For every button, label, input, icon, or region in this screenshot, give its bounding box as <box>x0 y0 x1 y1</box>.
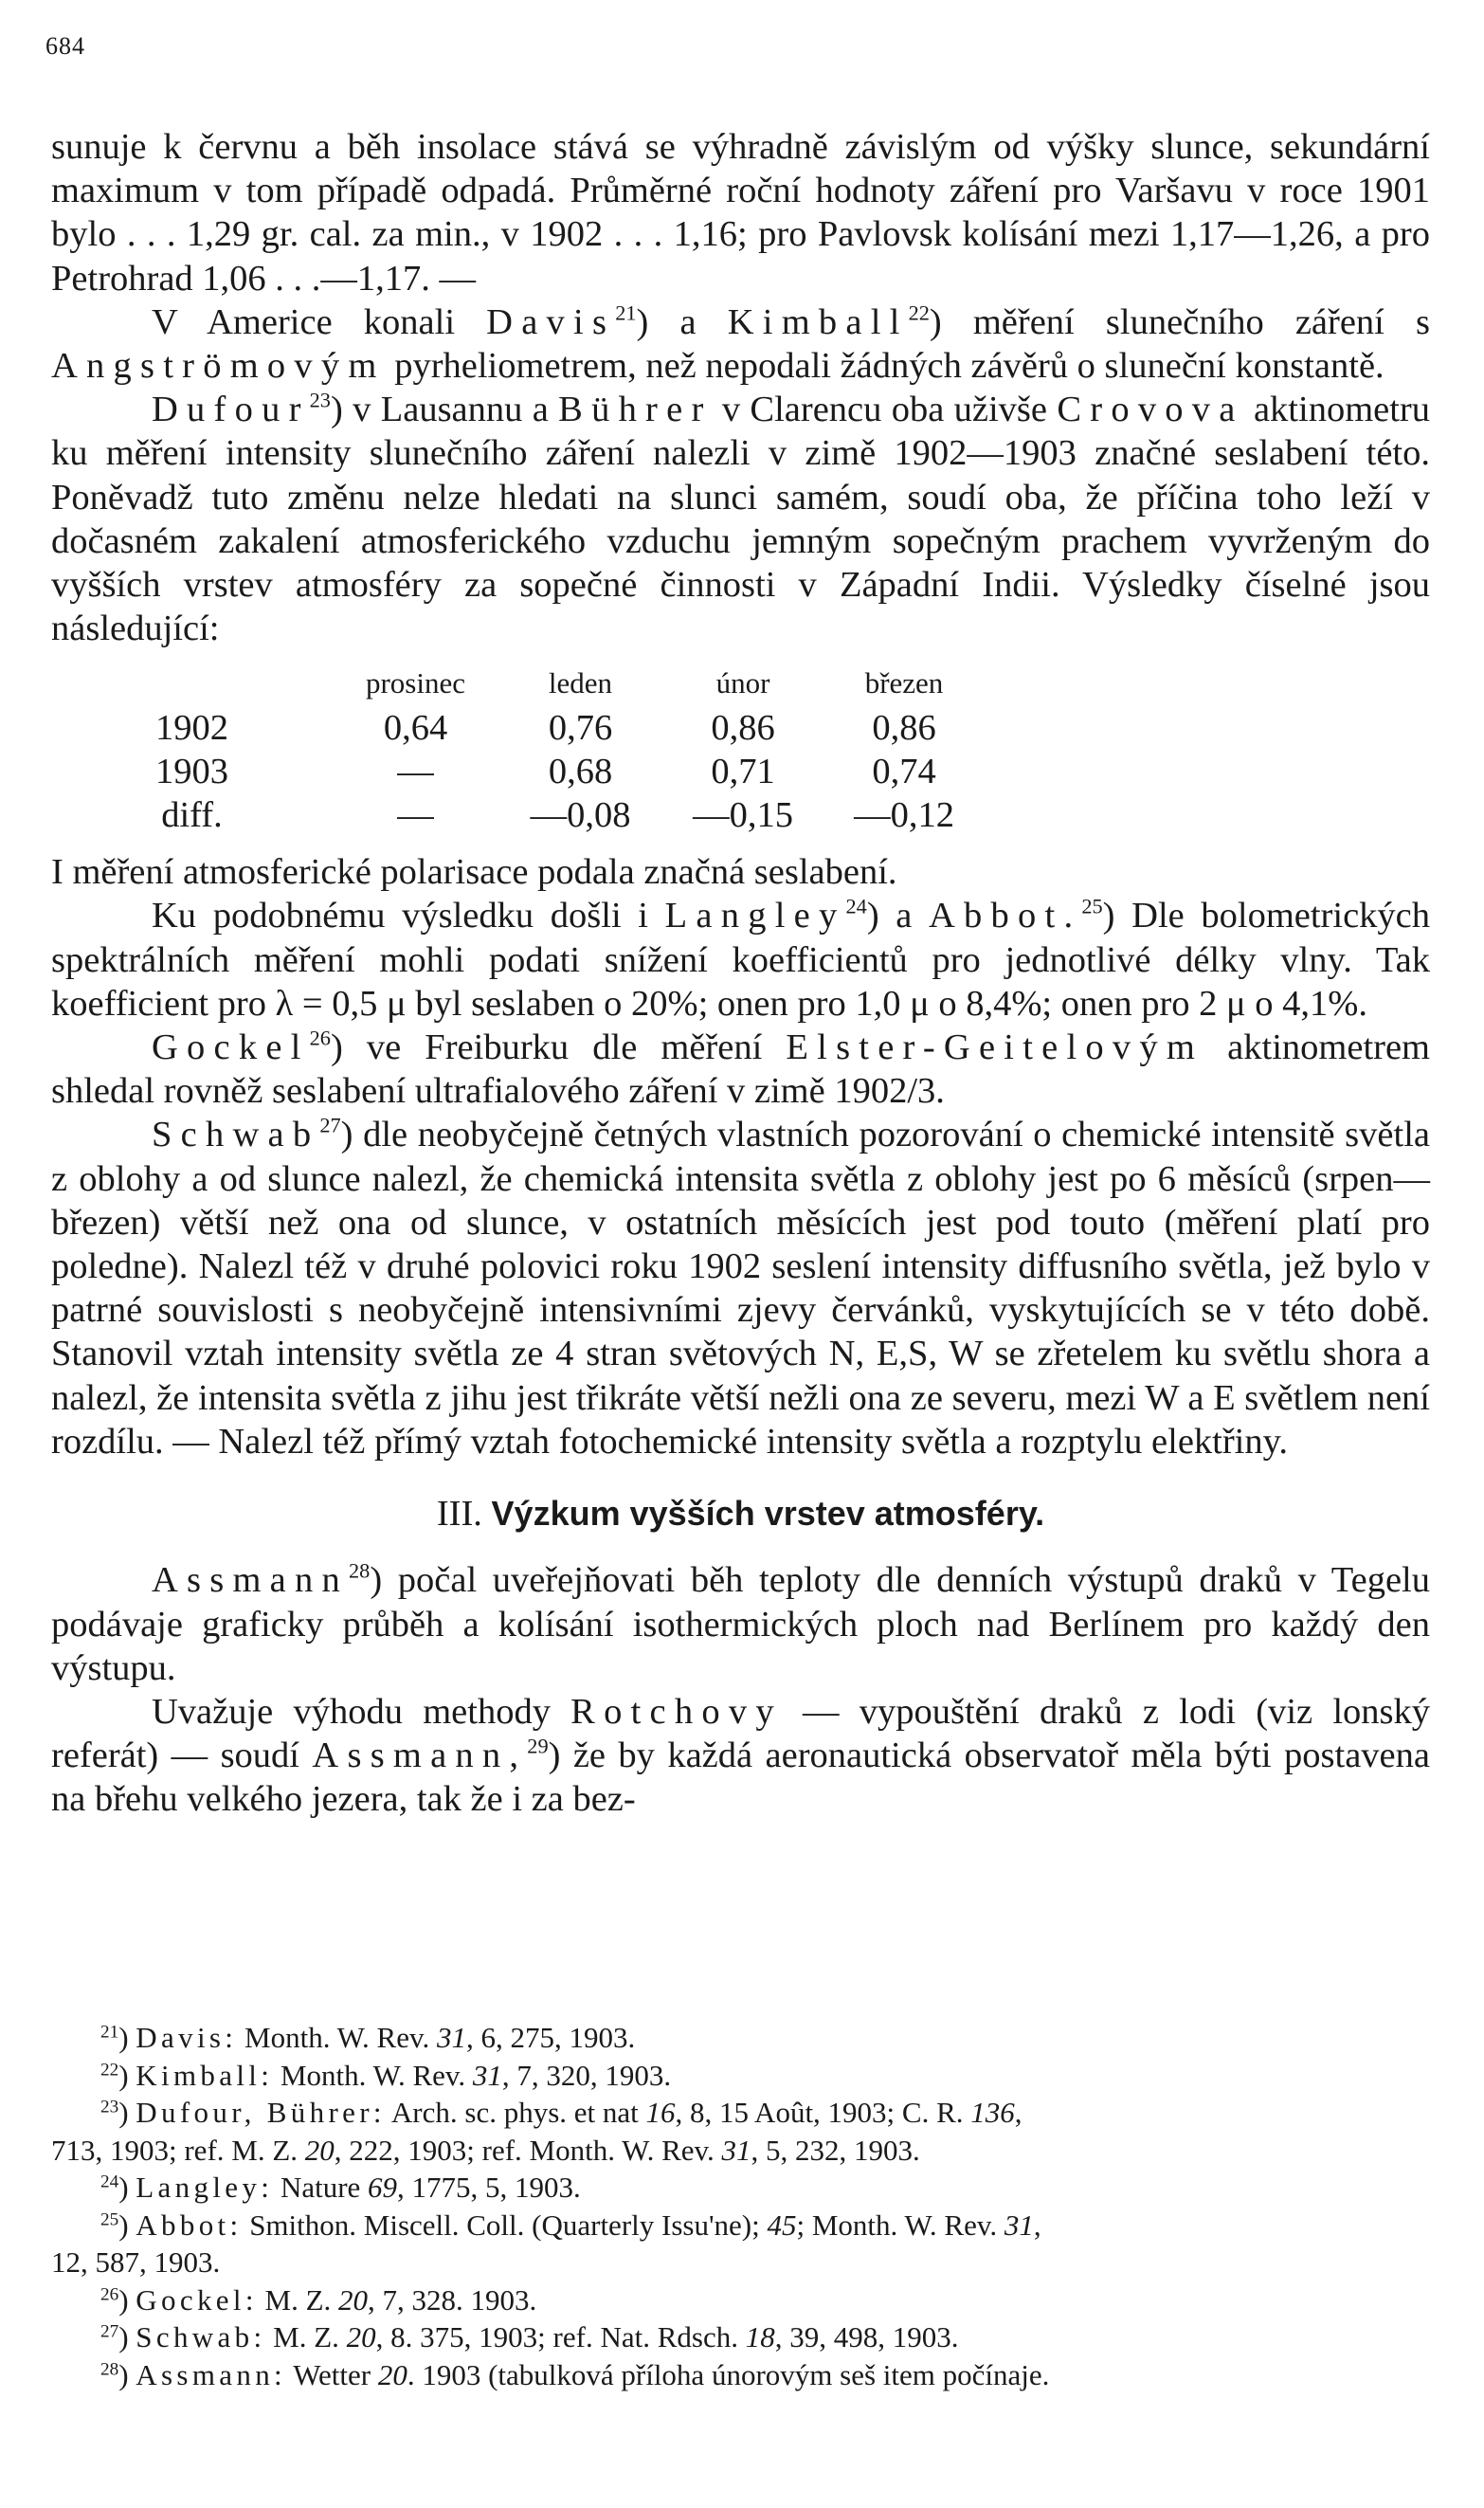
paragraph <box>51 894 1430 1026</box>
text: ) že by každá aeronautická observatoř měla býti postavena na břehu velkého jezera, tak že i za bez- <box>51 1736 1430 1820</box>
table-cell: 0,68 <box>548 751 613 791</box>
text: Ku podobnému výsledku došli i <box>152 896 665 936</box>
footnote-volume: 20 <box>377 2357 407 2391</box>
column-header: březen <box>864 666 944 700</box>
footnote-volume: 20 <box>338 2282 369 2317</box>
text: Uvažuje výhodu methody <box>152 1691 571 1732</box>
footnote-ref: 26 <box>309 1026 331 1050</box>
table-row <box>51 706 985 750</box>
section-title: Výzkum vyšších vrstev atmosféry. <box>491 1494 1045 1534</box>
footnote-author: Abbot: <box>136 2208 243 2242</box>
results-table <box>51 662 985 837</box>
main-text <box>51 125 1430 1822</box>
footnote-volume: 45 <box>767 2208 797 2242</box>
footnote-text: , <box>1033 2208 1041 2242</box>
author-name: Kimball <box>727 301 909 342</box>
footnote-text: Nature <box>273 2171 369 2204</box>
footnote-author: Kimball: <box>136 2058 274 2092</box>
footnote-text: Arch. sc. phys. et nat <box>385 2096 646 2129</box>
footnote-text: M. Z. <box>257 2282 339 2317</box>
table-cell: 0,86 <box>711 707 775 748</box>
section-number: III. <box>436 1494 482 1535</box>
footnote-text: , 1775, 5, 1903. <box>397 2171 581 2204</box>
footnote-mark: 28 <box>100 2358 119 2379</box>
text: ) počal uveřejňovati běh teploty dle denních výstupů draků v Tegelu podávaje graficky průběh a kolísání isothermických ploch nad Berlínem pro každý den výstupu. <box>51 1560 1430 1688</box>
text: v Clarencu oba uživše <box>712 390 1058 430</box>
table-corner <box>51 662 333 705</box>
author-name: Rotchovy <box>570 1691 783 1732</box>
text: sunuje k červnu a běh insolace stává se výhradně závislým od výšky slunce, sekundární maximum v tom případě odpadá. Průměrné roční hodnoty záření pro Varšavu v roce 1901 bylo . . . 1,29 gr. cal. za min., v 1902 . . . 1,16; pro Pavlovsk kolísání mezi 1,17—1,26, a pro Petrohrad 1,06 . . .—1,17. — <box>51 127 1430 299</box>
author-name: Assmann <box>152 1560 349 1601</box>
author-name: Langley <box>664 896 846 936</box>
author-name: Dufour <box>152 390 310 430</box>
footnote-text: , 222, 1903; ref. Month. W. Rev. <box>334 2133 722 2167</box>
footnote-text: , 6, 275, 1903. <box>465 2021 636 2054</box>
footnote: $^{27}$) Schwab: M. Z. 20, 8. 375, 1903; ref. Nat. Rdsch. 18, 39, 498, 1903. <box>100 2320 959 2354</box>
footnote-text: , 7, 328. 1903. <box>368 2282 537 2317</box>
table-cell: — <box>397 751 434 791</box>
table-cell: 0,74 <box>872 751 936 791</box>
author-name: Schwab <box>152 1115 320 1155</box>
footnote-volume: 69 <box>368 2171 398 2204</box>
footnote-text: 713, 1903; ref. M. Z. <box>51 2133 305 2167</box>
footnote-ref: 22 <box>908 300 930 325</box>
text: ) v Lausannu a <box>330 390 559 430</box>
table-cell: 0,64 <box>383 707 448 748</box>
text: aktinometrem shledal rovněž seslabení ultrafialového záření v zimě 1902/3. <box>51 1027 1430 1112</box>
paragraph <box>51 388 1430 650</box>
text: pyrheliometrem, než nepodali žádných závěrů o sluneční konstantě. <box>385 346 1384 387</box>
footnote-mark: 21 <box>100 2022 119 2043</box>
column-header: únor <box>715 666 770 700</box>
footnote-text: , <box>1014 2096 1023 2129</box>
author-name: Bührer <box>558 390 713 430</box>
table-cell: 0,76 <box>548 707 613 748</box>
footnote-volume: 20 <box>304 2133 335 2167</box>
footnote-text: Smithon. Miscell. Coll. (Quarterly Issu'ne); <box>242 2208 768 2242</box>
footnote-volume: 16 <box>645 2096 676 2129</box>
footnote-mark: 27 <box>100 2321 119 2342</box>
text: aktinometru ku měření intensity slunečního záření nalezli v zimě 1902—1903 značné seslabení této. Poněvadž tuto změnu nelze hledati na slunci samém, soudí oba, že příčina toho leží v dočasném zakalení atmosferického vzduchu jemným sopečným prachem vyvrženým do vyšších vrstev atmosféry za sopečné činnosti v Západní Indii. Výsledky číselné jsou následující: <box>51 390 1430 649</box>
column-header: prosinec <box>365 666 466 700</box>
paragraph <box>51 1026 1430 1113</box>
footnote: $^{28}$) Assmann: Wetter 20. 1903 (tabulková příloha únorovým seš item počínaje. <box>100 2357 1050 2391</box>
text: ) Dle bolometrických spektrálních měření mohli podati snížení koefficientů pro jednotlivé délky vlny. Tak koefficient pro λ = 0,5 μ byl seslaben o 20%; onen pro 1,0 μ o 8,4%; onen pro 2 μ o 4,1%. <box>51 896 1430 1024</box>
footnote-continuation <box>51 2244 1446 2281</box>
section-heading <box>51 1492 1430 1536</box>
text: V Americe konali <box>152 301 487 342</box>
footnote-volume: 18 <box>745 2320 775 2354</box>
footnote-ref: 28 <box>348 1558 371 1583</box>
footnote-author: Assmann: <box>136 2357 287 2391</box>
footnote-volume: 31 <box>472 2058 502 2092</box>
table-header-row <box>51 662 985 705</box>
footnote: $^{23}$) Dufour, Bührer: Arch. sc. phys. et nat 16, 8, 15 Août, 1903; C. R. 136, <box>100 2096 1023 2129</box>
text: ) a <box>866 896 930 936</box>
footnote-volume: 31 <box>1004 2208 1034 2242</box>
footnote-mark: 26 <box>100 2283 119 2304</box>
paragraph <box>51 1558 1430 1690</box>
footnote-text: , 7, 320, 1903. <box>501 2058 672 2092</box>
footnote-author: Dufour, Bührer: <box>136 2096 386 2129</box>
footnote: $^{26}$) Gockel: M. Z. 20, 7, 328. 1903. <box>100 2282 537 2317</box>
footnote-text: M. Z. <box>265 2320 347 2354</box>
footnote: $^{24}$) Langley: Nature 69, 1775, 5, 1903. <box>100 2171 581 2204</box>
footnote-mark: 24 <box>100 2172 119 2192</box>
footnote-text: , 8, 15 Août, 1903; C. R. <box>675 2096 971 2129</box>
paragraph <box>51 300 1430 388</box>
footnote-text: , 8. 375, 1903; ref. Nat. Rdsch. <box>375 2320 746 2354</box>
table-cell: —0,15 <box>693 795 793 836</box>
table-cell: —0,12 <box>854 795 954 836</box>
footnote-volume: 136 <box>970 2096 1015 2129</box>
footnote-ref: 27 <box>319 1113 341 1137</box>
footnote-mark: 22 <box>100 2059 119 2080</box>
paragraph <box>51 1113 1430 1463</box>
column-header: leden <box>548 666 613 700</box>
footnote-text: Wetter <box>286 2357 378 2391</box>
footnote-ref: 23 <box>309 388 331 412</box>
footnote-author: Gockel: <box>136 2282 258 2317</box>
author-name: Abbot. <box>929 896 1082 936</box>
footnote-volume: 20 <box>346 2320 376 2354</box>
table-cell: —0,08 <box>530 795 631 836</box>
footnote-mark: 23 <box>100 2097 119 2117</box>
author-name: Davis <box>486 301 616 342</box>
footnote: $^{21}$) Davis: Month. W. Rev. 31, 6, 275, 1903. <box>100 2021 636 2054</box>
paragraph <box>51 125 1430 300</box>
page-number: 684 <box>45 32 85 60</box>
footnote: $^{22}$) Kimball: Month. W. Rev. 31, 7, 320, 1903. <box>100 2058 672 2092</box>
author-name: Gockel <box>152 1027 310 1068</box>
footnotes <box>51 2019 1446 2393</box>
footnote-text: Month. W. Rev. <box>237 2021 437 2054</box>
author-name: Elster-Geitelovým <box>786 1027 1204 1068</box>
footnote-mark: 25 <box>100 2208 119 2229</box>
row-label: diff. <box>161 795 223 836</box>
footnote-volume: 31 <box>436 2021 466 2054</box>
footnote-author: Langley: <box>136 2171 274 2204</box>
footnote-text: . 1903 (tabulková příloha únorovým seš item počínaje. <box>407 2357 1050 2391</box>
table-cell: 0,86 <box>872 707 936 748</box>
text: ) měření slunečního záření s <box>929 301 1430 342</box>
table-row <box>51 793 985 837</box>
text: — vypouštění draků z lodi (viz lonský referát) — soudí <box>51 1691 1431 1776</box>
footnote-ref: 21 <box>615 300 637 325</box>
author-name: Angströmovým <box>51 346 386 387</box>
footnote-ref: 29 <box>527 1734 549 1758</box>
footnote-volume: 31 <box>721 2133 751 2167</box>
table-cell: 0,71 <box>711 751 775 791</box>
author-name: Assmann, <box>312 1736 528 1776</box>
footnote-text: ; Month. W. Rev. <box>796 2208 1004 2242</box>
paragraph <box>51 850 1430 894</box>
row-label: 1902 <box>155 707 228 748</box>
table-row <box>51 750 985 793</box>
footnote-text: 12, 587, 1903. <box>51 2245 221 2279</box>
footnote-continuation <box>51 2132 1446 2170</box>
footnote-author: Davis: <box>136 2021 238 2054</box>
text: ) a <box>636 301 728 342</box>
author-name: Crovova <box>1057 390 1244 430</box>
row-label: 1903 <box>155 751 228 791</box>
footnote-text: Month. W. Rev. <box>273 2058 473 2092</box>
footnote-text: , 39, 498, 1903. <box>774 2320 959 2354</box>
footnote-ref: 25 <box>1081 894 1103 918</box>
paragraph <box>51 1690 1430 1822</box>
footnote-text: , 5, 232, 1903. <box>751 2133 920 2167</box>
footnote-author: Schwab: <box>136 2320 266 2354</box>
text: ) dle neobyčejně četných vlastních pozorování o chemické intensitě světla z oblohy a od slunce nalezl, že chemická intensita světla z oblohy jest po 6 měsíců (srpen—březen) větší než ona od slunce, v ostatních měsících jest pod touto (měření platí pro poledne). Nalezl též v druhé polovici roku 1902 seslení intensity diffusního světla, jež bylo v patrné souvislosti s neobyčejně intensivními zjevy červánků, vyskytujících se v této době. Stanovil vztah intensity světla ze 4 stran světových N, E,S, W se zřetelem ku světlu shora a nalezl, že intensita světla z jihu jest třikráte větší nežli ona ze severu, mezi W a E světlem není rozdílu. — Nalezl též přímý vztah fotochemické intensity světla a rozptylu elektřiny. <box>51 1115 1430 1462</box>
text: ) ve Freiburku dle měření <box>330 1027 787 1068</box>
footnote: $^{25}$) Abbot: Smithon. Miscell. Coll. (Quarterly Issu'ne); 45; Month. W. Rev. 31, <box>100 2208 1041 2242</box>
table-cell: — <box>397 795 434 836</box>
footnote-ref: 24 <box>845 894 867 918</box>
text: I měření atmosferické polarisace podala značná seslabení. <box>51 852 897 893</box>
